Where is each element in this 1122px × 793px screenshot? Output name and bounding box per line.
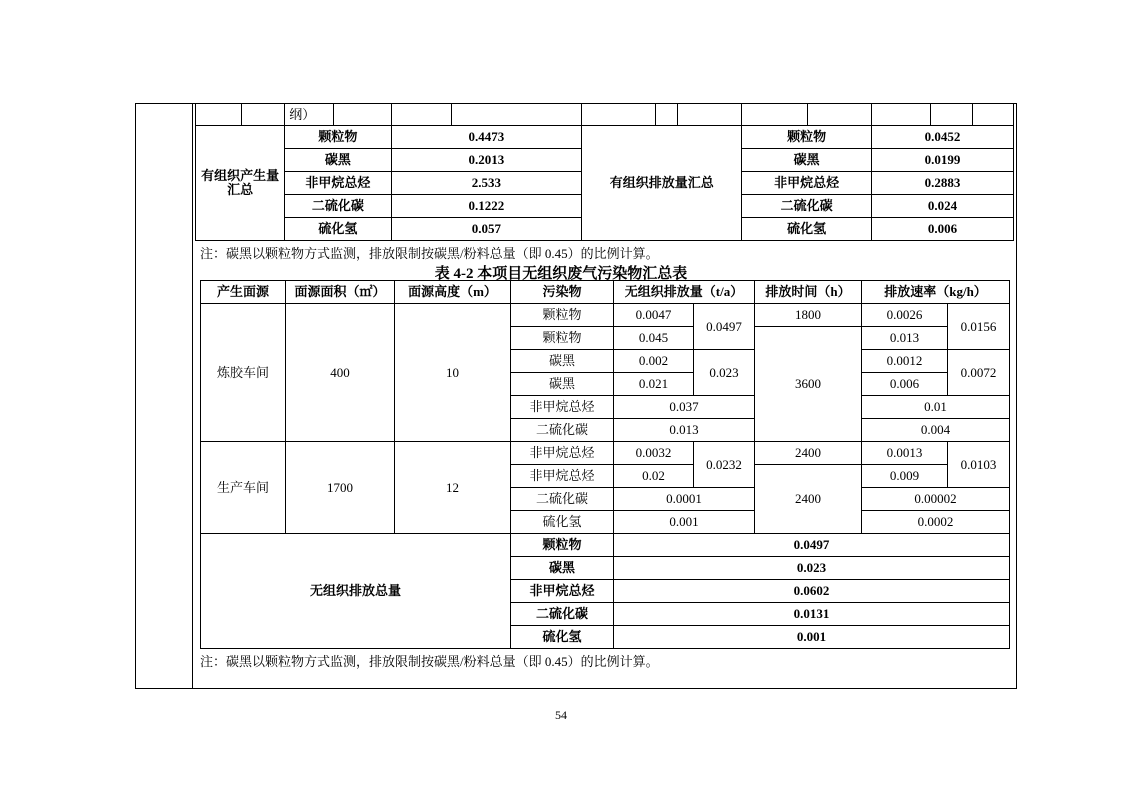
header-cell: 排放时间（h）	[755, 281, 862, 304]
rate-sum: 0.0103	[948, 442, 1010, 488]
note-2: 注：碳黑以颗粒物方式监测，排放限制按碳黑/粉料总量（即 0.45）的比例计算。	[200, 654, 659, 669]
total-value: 0.0497	[614, 534, 1010, 557]
page-number: 54	[555, 708, 567, 722]
table-row	[201, 304, 1010, 327]
time-cell: 2400	[755, 442, 862, 465]
pollutant-cell: 非甲烷总烃	[511, 465, 614, 488]
pollutant-cell: 颗粒物	[742, 126, 872, 149]
pollutant-cell: 碳黑	[742, 149, 872, 172]
header-cell: 排放速率（kg/h）	[862, 281, 1010, 304]
pollutant-cell: 硫化氢	[742, 218, 872, 241]
cell	[333, 104, 391, 126]
pollutant-cell: 非甲烷总烃	[511, 580, 614, 603]
pollutant-cell: 二硫化碳	[511, 419, 614, 442]
rate-sum: 0.0072	[948, 350, 1010, 396]
value-cell: 2.533	[391, 172, 582, 195]
value-cell: 0.4473	[391, 126, 582, 149]
amount-cell: 0.037	[614, 396, 755, 419]
total-label: 无组织排放总量	[201, 534, 511, 649]
table-row	[201, 442, 1010, 465]
rate-cell: 0.009	[862, 465, 948, 488]
amount-cell: 0.013	[614, 419, 755, 442]
header-row	[201, 281, 1010, 304]
amount-cell: 0.0047	[614, 304, 694, 327]
cell	[871, 104, 930, 126]
total-value: 0.0602	[614, 580, 1010, 603]
cell	[391, 104, 452, 126]
rate-cell: 0.0026	[862, 304, 948, 327]
time-cell: 3600	[755, 327, 862, 442]
cell	[196, 104, 242, 126]
rate-cell: 0.013	[862, 327, 948, 350]
cell	[678, 104, 742, 126]
amount-sum: 0.023	[694, 350, 755, 396]
value-cell: 0.2013	[391, 149, 582, 172]
pollutant-cell: 二硫化碳	[511, 603, 614, 626]
pollutant-cell: 碳黑	[511, 557, 614, 580]
area-height: 10	[395, 304, 511, 442]
header-cell: 产生面源	[201, 281, 286, 304]
value-cell: 0.1222	[391, 195, 582, 218]
pollutant-cell: 硫化氢	[285, 218, 391, 241]
amount-cell: 0.0032	[614, 442, 694, 465]
pollutant-cell: 非甲烷总烃	[742, 172, 872, 195]
cell	[973, 104, 1014, 126]
pollutant-cell: 颗粒物	[511, 327, 614, 350]
emitted-group-label: 有组织排放量汇总	[582, 126, 742, 241]
total-value: 0.0131	[614, 603, 1010, 626]
pollutant-cell: 非甲烷总烃	[511, 442, 614, 465]
total-value: 0.023	[614, 557, 1010, 580]
cell	[742, 104, 808, 126]
pollutant-cell: 硫化氢	[511, 626, 614, 649]
header-cell: 面源面积（㎡）	[286, 281, 395, 304]
pollutant-cell: 非甲烷总烃	[285, 172, 391, 195]
fugitive-emission-table	[200, 280, 1010, 649]
pollutant-cell: 颗粒物	[511, 304, 614, 327]
pollutant-cell: 碳黑	[511, 350, 614, 373]
amount-cell: 0.021	[614, 373, 694, 396]
amount-cell: 0.002	[614, 350, 694, 373]
header-cell: 面源高度（m）	[395, 281, 511, 304]
amount-sum: 0.0232	[694, 442, 755, 488]
area-name: 生产车间	[201, 442, 286, 534]
header-cell: 无组织排放量（t/a）	[614, 281, 755, 304]
rate-cell: 0.0002	[862, 511, 1010, 534]
pollutant-cell: 二硫化碳	[511, 488, 614, 511]
value-cell: 0.024	[871, 195, 1013, 218]
cell	[452, 104, 582, 126]
amount-cell: 0.001	[614, 511, 755, 534]
rate-cell: 0.01	[862, 396, 1010, 419]
header-cell: 污染物	[511, 281, 614, 304]
table-row	[196, 126, 1014, 149]
value-cell: 0.0452	[871, 126, 1013, 149]
value-cell: 0.0199	[871, 149, 1013, 172]
cell	[656, 104, 678, 126]
area-size: 400	[286, 304, 395, 442]
frame-divider	[192, 103, 193, 689]
pollutant-cell: 碳黑	[285, 149, 391, 172]
pollutant-cell: 硫化氢	[511, 511, 614, 534]
cell-fragment: 纲）	[285, 104, 334, 126]
table-caption: 表 4-2 本项目无组织废气污染物汇总表	[434, 266, 688, 282]
value-cell: 0.006	[871, 218, 1013, 241]
area-name: 炼胶车间	[201, 304, 286, 442]
time-cell: 2400	[755, 465, 862, 534]
pollutant-cell: 二硫化碳	[285, 195, 391, 218]
pollutant-cell: 颗粒物	[511, 534, 614, 557]
produced-group-label: 有组织产生量汇总	[196, 126, 285, 241]
amount-cell: 0.045	[614, 327, 694, 350]
time-cell: 1800	[755, 304, 862, 327]
total-value: 0.001	[614, 626, 1010, 649]
table-row	[201, 534, 1010, 557]
value-cell: 0.2883	[871, 172, 1013, 195]
rate-cell: 0.0012	[862, 350, 948, 373]
rate-cell: 0.0013	[862, 442, 948, 465]
cell	[930, 104, 973, 126]
rate-cell: 0.006	[862, 373, 948, 396]
cell	[808, 104, 872, 126]
rate-cell: 0.00002	[862, 488, 1010, 511]
cell	[241, 104, 285, 126]
cell	[582, 104, 656, 126]
amount-cell: 0.0001	[614, 488, 755, 511]
area-size: 1700	[286, 442, 395, 534]
amount-cell: 0.02	[614, 465, 694, 488]
rate-sum: 0.0156	[948, 304, 1010, 350]
rate-cell: 0.004	[862, 419, 1010, 442]
table-row	[196, 104, 1014, 126]
pollutant-cell: 二硫化碳	[742, 195, 872, 218]
pollutant-cell: 碳黑	[511, 373, 614, 396]
pollutant-cell: 非甲烷总烃	[511, 396, 614, 419]
area-height: 12	[395, 442, 511, 534]
value-cell: 0.057	[391, 218, 582, 241]
pollutant-cell: 颗粒物	[285, 126, 391, 149]
organized-summary-table	[195, 103, 1014, 241]
note-1: 注：碳黑以颗粒物方式监测，排放限制按碳黑/粉料总量（即 0.45）的比例计算。	[200, 246, 659, 261]
amount-sum: 0.0497	[694, 304, 755, 350]
